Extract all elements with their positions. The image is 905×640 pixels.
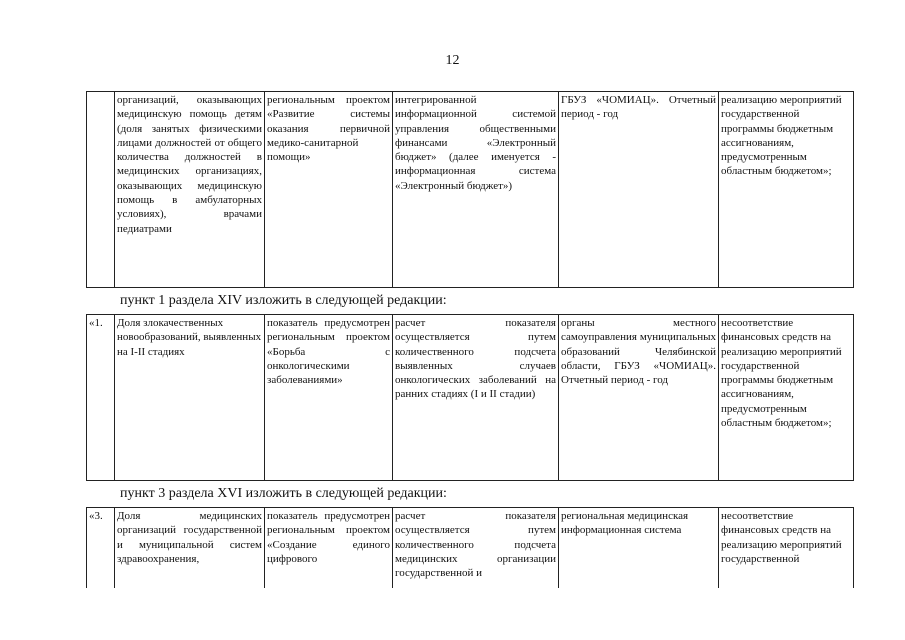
table-row — [87, 315, 854, 481]
risk-cell: несоответствие финансовых средств на реализацию мероприятий государственной программы бюджетным ассигнованиям, предусмотренным областным бюджетом»; — [719, 315, 854, 481]
data-source-cell: органы местного самоуправления муниципальных образований Челябинской области, ГБУЗ «ЧОМИАЦ». Отчетный период - год — [559, 315, 719, 481]
indicator-name-cell: организаций, оказывающих медицинскую помощь детям (доля занятых физическими лицами должностей от общего количества должностей в медицинских организациях, оказывающих медицинскую помощь в амбулаторных условиях), врачами педиатрами — [115, 92, 265, 288]
row-number-cell: «3. — [87, 508, 115, 588]
indicator-name-cell: Доля медицинских организаций государственной и муниципальной систем здравоохранения, — [115, 508, 265, 588]
indicator-table-continued — [86, 91, 854, 288]
calculation-method-cell: интегрированной информационной системой управления общественными финансами «Электронный бюджет» (далее именуется - информационная система «Электронный бюджет») — [393, 92, 559, 288]
indicator-table-section-xiv — [86, 314, 854, 481]
indicator-name-cell: Доля злокачественных новообразований, выявленных на I-II стадиях — [115, 315, 265, 481]
amendment-instruction: пункт 3 раздела XVI изложить в следующей редакции: — [120, 486, 447, 501]
indicator-table-section-xvi — [86, 507, 854, 588]
data-source-cell: ГБУЗ «ЧОМИАЦ». Отчетный период - год — [559, 92, 719, 288]
data-source-cell: региональная медицинская информационная система — [559, 508, 719, 588]
row-number-cell — [87, 92, 115, 288]
calculation-method-cell: расчет показателя осуществляется путем количественного подсчета медицинских организации государственной и — [393, 508, 559, 588]
row-number-cell: «1. — [87, 315, 115, 481]
calculation-method-cell: расчет показателя осуществляется путем количественного подсчета выявленных случаев онкологических заболеваний на ранних стадиях (I и II стадии) — [393, 315, 559, 481]
risk-cell: реализацию мероприятий государственной программы бюджетным ассигнованиям, предусмотренным областным бюджетом»; — [719, 92, 854, 288]
indicator-basis-cell: региональным проектом «Развитие системы оказания первичной медико-санитарной помощи» — [265, 92, 393, 288]
indicator-basis-cell: показатель предусмотрен региональным проектом «Борьба с онкологическими заболеваниями» — [265, 315, 393, 481]
page-number: 12 — [445, 53, 460, 68]
risk-cell: несоответствие финансовых средств на реализацию мероприятий государственной — [719, 508, 854, 588]
amendment-instruction: пункт 1 раздела XIV изложить в следующей редакции: — [120, 293, 447, 308]
table-row — [87, 92, 854, 288]
indicator-basis-cell: показатель предусмотрен региональным проектом «Создание единого цифрового — [265, 508, 393, 588]
table-row — [87, 508, 854, 588]
